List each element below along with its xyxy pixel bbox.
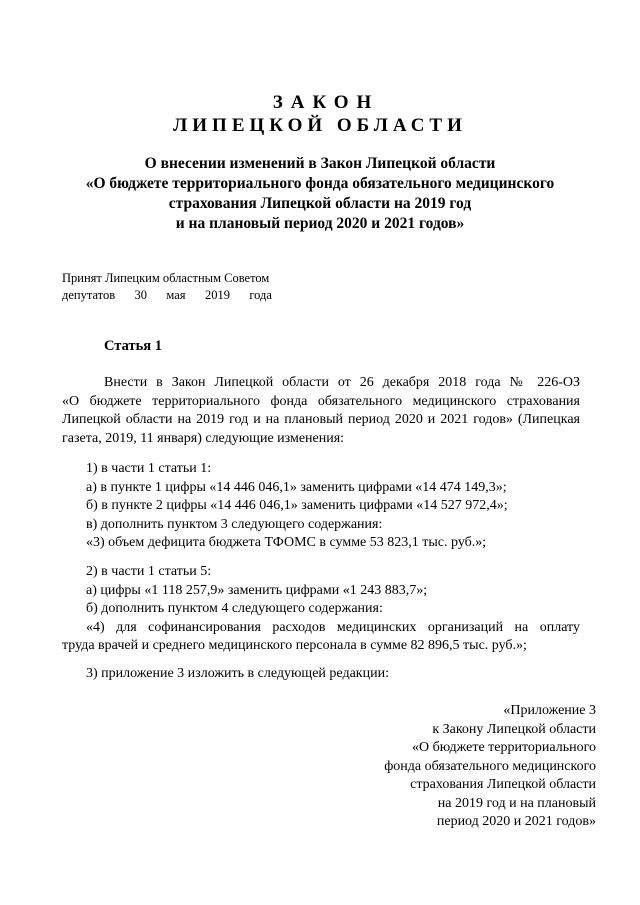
amendment-line: труда врачей и среднего медицинского персонала в сумме 82 896,5 тыс. руб.»; [62,638,527,653]
adoption-deputies: депутатов [62,288,116,302]
intro-line: Внести в Закон Липецкой области от 26 декабря 2018 года № 226-ОЗ [104,375,580,390]
intro-line: Липецкой области на 2019 год и на плановый период 2020 и 2021 годов» (Липецкая [62,412,580,427]
adoption-day: 30 [134,288,148,302]
amendment-line: «3) объем дефицита бюджета ТФОМС в сумме 53 823,1 тыс. руб.»; [86,535,487,550]
subtitle-line: «О бюджете территориального фонда обязательного медицинского [85,175,555,192]
appendix-line: фонда обязательного медицинского [384,758,596,774]
amendment-line: 3) приложение 3 изложить в следующей редакции: [86,666,389,681]
law-subtitle [50,154,590,234]
amendment-part-2 [62,563,580,656]
amendment-part-1 [86,460,508,553]
amendment-line: б) дополнить пунктом 4 следующего содержания: [86,601,383,616]
article-intro [62,374,580,448]
appendix-line: «О бюджете территориального [412,740,596,755]
appendix-line: страхования Липецкой области [410,777,596,792]
appendix-line: на 2019 год и на плановый [437,795,596,811]
amendment-line: «4) для софинансирования расходов медицинских организаций на оплату [86,619,580,635]
appendix-line: «Приложение 3 [503,703,596,718]
adoption-date-row [62,287,272,304]
amendment-line: в) дополнить пунктом 3 следующего содержания: [86,516,383,532]
subtitle-line: страхования Липецкой области на 2019 год [168,195,472,212]
adoption-note [62,270,272,304]
adoption-month: мая [166,288,186,302]
adoption-year: 2019 [204,288,230,302]
subtitle-line: и на плановый период 2020 и 2021 годов» [175,215,465,232]
appendix-line: период 2020 и 2021 годов» [436,814,596,829]
amendment-line: б) в пункте 2 цифры «14 446 046,1» заменить цифрами «14 527 972,4»; [86,498,508,513]
adoption-year-word: года [249,288,272,302]
amendment-line: 1) в части 1 статьи 1: [86,461,212,476]
law-title: ЗАКОН [272,92,380,113]
appendix-line: к Закону Липецкой области [432,721,596,737]
amendment-line: а) в пункте 1 цифры «14 446 046,1» заменить цифрами «14 474 149,3»; [86,479,507,495]
law-region: ЛИПЕЦКОЙ ОБЛАСТИ [173,115,467,136]
amendment-part-3 [86,665,389,684]
intro-line: газета, 2019, 11 января) следующие изменения: [62,430,345,446]
appendix-header [384,702,596,832]
amendment-line: 2) в части 1 статьи 5: [86,564,212,579]
subtitle-line: О внесении изменений в Закон Липецкой области [144,155,496,172]
adoption-line: Принят Липецким областным Советом [62,271,270,285]
intro-line: «О бюджете территориального фонда обязательного медицинского страхования [62,393,580,409]
amendment-line: а) цифры «1 118 257,9» заменить цифрами «1 243 883,7»; [86,582,428,598]
article-heading: Статья 1 [104,338,162,354]
